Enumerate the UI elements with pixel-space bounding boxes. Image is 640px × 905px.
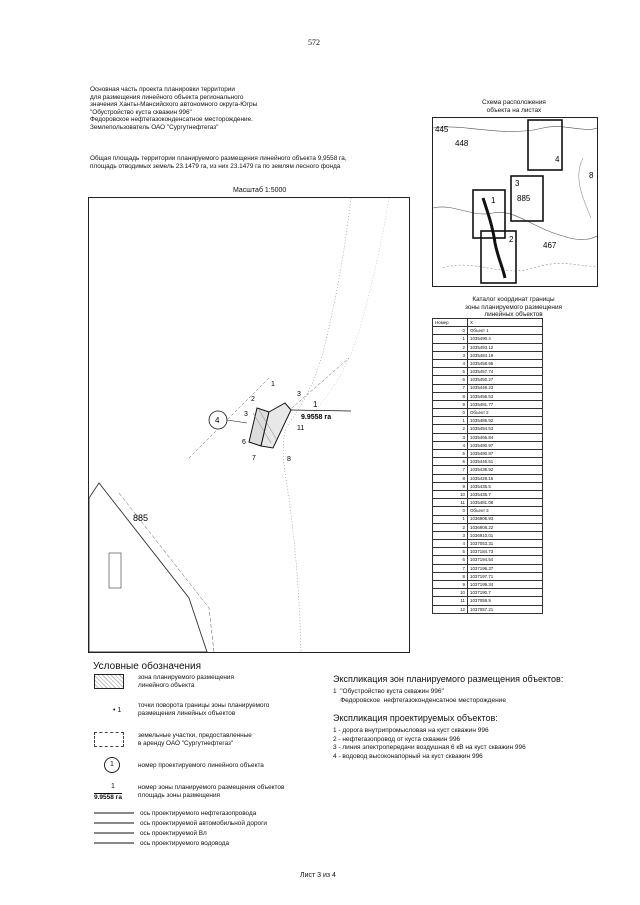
catalog-row (433, 400, 543, 408)
scheme-contour (443, 263, 597, 270)
catalog-row (433, 343, 543, 351)
catalog-row (433, 589, 543, 597)
legend-item-text (138, 732, 252, 747)
catalog-row (433, 515, 543, 523)
explication-zones-list (333, 688, 506, 705)
catalog-cell-number: 3 (433, 351, 468, 359)
document-header (90, 86, 257, 132)
explication-item: 4 - водовод высоконапорный на куст скважин 996 (333, 752, 483, 760)
legend-item-text (138, 702, 269, 717)
explication-item: Федоровское нефтегазоконденсатное месторождение (333, 696, 506, 704)
catalog-cell-x: 1035490.4 (468, 335, 543, 343)
catalog-cell-x: 1035486.92 (468, 417, 543, 425)
sheet-number: 4 (555, 155, 560, 164)
point-label: 11 (297, 425, 305, 432)
legend-object-symbol: 1 (104, 757, 120, 773)
catalog-row (433, 474, 543, 482)
catalog-cell-number: 1 (433, 335, 468, 343)
catalog-cell-x: 1035490.87 (468, 450, 543, 458)
catalog-cell-x: 1036906.93 (468, 515, 543, 523)
sheet-number: 2 (509, 235, 514, 244)
catalog-row (433, 466, 543, 474)
zone-callout-leader (291, 410, 351, 411)
point-label: 8 (287, 456, 291, 463)
catalog-cell-x: 1035457.74 (468, 368, 543, 376)
catalog-cell-x: 1035458.95 (468, 359, 543, 367)
zone-area: 9.9558 га (301, 414, 332, 421)
catalog-row (433, 556, 543, 564)
explication-item: 1 - дорога внутрипромысловая на куст скважин 996 (333, 727, 489, 734)
explication-zones-title: Экспликация зон планируемого размещения объектов: (333, 674, 564, 684)
catalog-cell-x: 1037184.73 (468, 548, 543, 556)
sheet-footer: Лист 3 из 4 (300, 872, 336, 879)
scheme-label: 445 (435, 125, 449, 134)
catalog-cell-number: 8 (433, 392, 468, 400)
catalog-row (433, 392, 543, 400)
point-label: 3 (244, 411, 248, 418)
catalog-cell-x: 1037059.9 (468, 597, 543, 605)
catalog-cell-x: 1035481.77 (468, 400, 543, 408)
catalog-cell-number: 5 (433, 548, 468, 556)
catalog-title-line: зоны планируемого размещения (465, 303, 562, 311)
catalog-cell-x: 1037199.34 (468, 581, 543, 589)
catalog-cell-x: 1035438.92 (468, 466, 543, 474)
catalog-cell-number: 8 (433, 474, 468, 482)
catalog-header-cell: X (468, 319, 543, 327)
catalog-cell-number: 2 (433, 425, 468, 433)
legend-line: зона планируемого размещения (138, 674, 234, 681)
catalog-cell-number: 4 (433, 441, 468, 449)
legend-zone-symbol (94, 674, 124, 689)
legend-title: Условные обозначения (93, 661, 202, 672)
catalog-cell-number: 9 (433, 482, 468, 490)
catalog-cell-x: 1035445.51 (468, 458, 543, 466)
catalog-cell-x: 1037053.31 (468, 540, 543, 548)
legend-line: номер зоны планируемого размещения объектов (138, 784, 285, 791)
catalog-cell-number: 11 (433, 597, 468, 605)
legend-item-text (138, 674, 234, 689)
catalog-cell-x: 1035428.16 (468, 474, 543, 482)
catalog-cell-number: 6 (433, 376, 468, 384)
catalog-row (433, 540, 543, 548)
catalog-cell-number: 6 (433, 458, 468, 466)
catalog-cell-x: 1036908.22 (468, 523, 543, 531)
catalog-cell-x: 1035494.53 (468, 425, 543, 433)
catalog-cell-x: 1035484.19 (468, 351, 543, 359)
main-map-frame (88, 197, 410, 653)
legend-line: ось проектируемой Вл (140, 830, 207, 837)
catalog-cell-x: 1035481.08 (468, 499, 543, 507)
zone-object-2 (261, 403, 291, 448)
area-line: площадь отводимых земель 23.1479 га, из них 23.1479 га по землям лесного фонда (90, 162, 341, 170)
catalog-row (433, 335, 543, 343)
catalog-cell-number: 7 (433, 564, 468, 572)
scheme-contour (579, 158, 591, 218)
catalog-cell-x: 1037057.21 (468, 605, 543, 613)
catalog-cell-number: 0 (433, 327, 468, 335)
catalog-cell-x: 1035435.5 (468, 482, 543, 490)
legend-item-text (138, 784, 284, 799)
explication-item: 3 - линия электропередачи воздушная 6 кВ на куст скважин 996 (333, 744, 526, 751)
plot-885-boundary (89, 483, 207, 652)
catalog-title-line: Каталог координат границы (472, 296, 555, 303)
legend-line: ось проектируемого водовода (140, 840, 230, 847)
legend-item-text (138, 762, 264, 770)
legend-line: земельные участки, предоставленные (138, 732, 252, 739)
area-summary (90, 155, 347, 170)
catalog-header-row (433, 319, 543, 327)
scheme-label: 467 (543, 241, 557, 250)
legend-point-symbol: • 1 (113, 707, 122, 714)
point-label: 1 (271, 381, 275, 388)
catalog-row (433, 499, 543, 507)
scheme-title-line: Схема расположения (482, 99, 546, 106)
catalog-row (433, 507, 543, 515)
catalog-cell-number: 5 (433, 450, 468, 458)
catalog-cell-x: 1037190.7 (468, 589, 543, 597)
catalog-cell-x: 1037196.37 (468, 564, 543, 572)
legend-line: площадь зоны размещения (138, 791, 220, 799)
catalog-cell-number: 11 (433, 499, 468, 507)
catalog-cell-number: 8 (433, 572, 468, 580)
catalog-cell-x: 1035435.7 (468, 490, 543, 498)
scheme-label: 885 (517, 194, 531, 203)
catalog-cell-x: 1037194.54 (468, 556, 543, 564)
catalog-row (433, 441, 543, 449)
building (109, 553, 121, 588)
catalog-cell-number: 7 (433, 466, 468, 474)
catalog-row (433, 482, 543, 490)
explication-objects-list (333, 727, 526, 761)
catalog-cell-number: 4 (433, 359, 468, 367)
catalog-cell-x: 1035448.23 (468, 384, 543, 392)
catalog-cell-number: 7 (433, 384, 468, 392)
catalog-row (433, 368, 543, 376)
object-leader (227, 420, 247, 423)
terrain-boundary (283, 198, 351, 652)
sheet-number: 1 (491, 196, 496, 205)
catalog-row (433, 327, 543, 335)
catalog-row (433, 531, 543, 539)
header-line: "Обустройство куста скважин 996" (90, 108, 192, 116)
catalog-cell-number: 0 (433, 409, 468, 417)
catalog-cell-x: 1035450.27 (468, 376, 543, 384)
legend-line: ось проектируемого нефтегазопровода (140, 810, 257, 817)
catalog-cell-number: 1 (433, 515, 468, 523)
legend-zone-area-symbol: 9.9558 га (94, 794, 123, 801)
catalog-row (433, 572, 543, 580)
legend-line: размещения линейных объектов (138, 709, 236, 717)
page-number: 572 (308, 38, 320, 47)
object-number: 4 (215, 416, 220, 425)
plot-885-label: 885 (133, 513, 149, 523)
map-scale: Масштаб 1:5000 (233, 187, 287, 194)
catalog-cell-number: 6 (433, 556, 468, 564)
scheme-map-frame (432, 117, 598, 287)
catalog-cell-x: Объект 2 (468, 409, 543, 417)
catalog-row (433, 458, 543, 466)
catalog-cell-number: 5 (433, 368, 468, 376)
catalog-row (433, 548, 543, 556)
point-label: 6 (242, 439, 246, 446)
scheme-map (433, 118, 597, 286)
catalog-cell-number: 12 (433, 605, 468, 613)
legend-zone-number-symbol: 1 (111, 783, 115, 790)
legend-line: номер проектируемого линейного объекта (138, 762, 264, 769)
catalog-title-line: линейных объектов (484, 311, 543, 319)
catalog-row (433, 409, 543, 417)
catalog-row (433, 605, 543, 613)
catalog-cell-number: 1 (433, 417, 468, 425)
catalog-title (465, 296, 562, 319)
header-line: Федоровское нефтегазоконденсатное месторождение. (90, 116, 253, 124)
legend-line: ось проектируемой автомобильной дороги (140, 820, 267, 827)
point-label: 2 (251, 396, 255, 403)
catalog-cell-number: 9 (433, 400, 468, 408)
catalog-row (433, 376, 543, 384)
zone-number: 1 (313, 400, 318, 409)
catalog-table-wrap (432, 318, 543, 614)
scheme-contour (433, 127, 597, 132)
catalog-row (433, 450, 543, 458)
catalog-row (433, 425, 543, 433)
catalog-row (433, 359, 543, 367)
scheme-title-line: объекта на листах (486, 106, 542, 114)
area-line: Общая площадь территории планируемого размещения линейного объекта 9,9558 га, (90, 155, 347, 162)
legend-lines (140, 809, 267, 849)
explication-item: 1 "Обустройство куста скважин 996" (333, 688, 444, 695)
point-label: 7 (252, 455, 256, 462)
catalog-row (433, 384, 543, 392)
catalog-cell-number: 9 (433, 581, 468, 589)
explication-objects-title: Экспликация проектируемых объектов: (333, 713, 498, 723)
catalog-row (433, 490, 543, 498)
scheme-label: 448 (455, 139, 469, 148)
catalog-cell-x: 1035490.97 (468, 441, 543, 449)
catalog-cell-x: 1035466.84 (468, 433, 543, 441)
catalog-row (433, 581, 543, 589)
header-line: Землепользователь ОАО "Сургутнефтегаз" (90, 123, 219, 131)
catalog-cell-x: Объект 3 (468, 507, 543, 515)
catalog-cell-x: 1036910.01 (468, 531, 543, 539)
catalog-cell-number: 10 (433, 589, 468, 597)
header-line: Основная часть проекта планировки территории (90, 86, 235, 93)
catalog-cell-number: 3 (433, 531, 468, 539)
catalog-cell-x: 1037197.71 (468, 572, 543, 580)
legend-line: в аренду ОАО "Сургутнефтегаз" (138, 739, 234, 747)
catalog-row (433, 417, 543, 425)
terrain-boundary (309, 198, 389, 418)
catalog-cell-number: 0 (433, 507, 468, 515)
catalog-row (433, 523, 543, 531)
catalog-cell-x: 1035493.12 (468, 343, 543, 351)
catalog-cell-number: 4 (433, 540, 468, 548)
catalog-cell-number: 10 (433, 490, 468, 498)
catalog-cell-x: Объект 1 (468, 327, 543, 335)
catalog-table (432, 318, 543, 614)
catalog-row (433, 597, 543, 605)
main-map (89, 198, 409, 652)
legend-line: линейного объекта (138, 681, 195, 689)
catalog-cell-x: 1035456.53 (468, 392, 543, 400)
scheme-contour (433, 207, 597, 240)
catalog-row (433, 433, 543, 441)
header-line: значения Ханты-Мансийского автономного округа-Югры (90, 101, 258, 109)
legend-line: точки поворота границы зоны планируемого (138, 702, 270, 709)
explication-item: 2 - нефтегазопровод от куста скважин 996 (333, 735, 461, 743)
scheme-title (482, 99, 546, 114)
legend-plot-symbol (94, 732, 124, 747)
catalog-cell-number: 3 (433, 433, 468, 441)
sheet-number: 3 (515, 179, 520, 188)
scheme-label: 8 (589, 171, 594, 180)
catalog-row (433, 351, 543, 359)
point-label: 3 (297, 391, 301, 398)
header-line: для размещения линейного объекта регионального (90, 93, 244, 101)
catalog-row (433, 564, 543, 572)
legend-line-symbols (94, 808, 136, 850)
catalog-header-cell: Номер (433, 319, 468, 327)
catalog-cell-number: 2 (433, 343, 468, 351)
catalog-cell-number: 2 (433, 523, 468, 531)
